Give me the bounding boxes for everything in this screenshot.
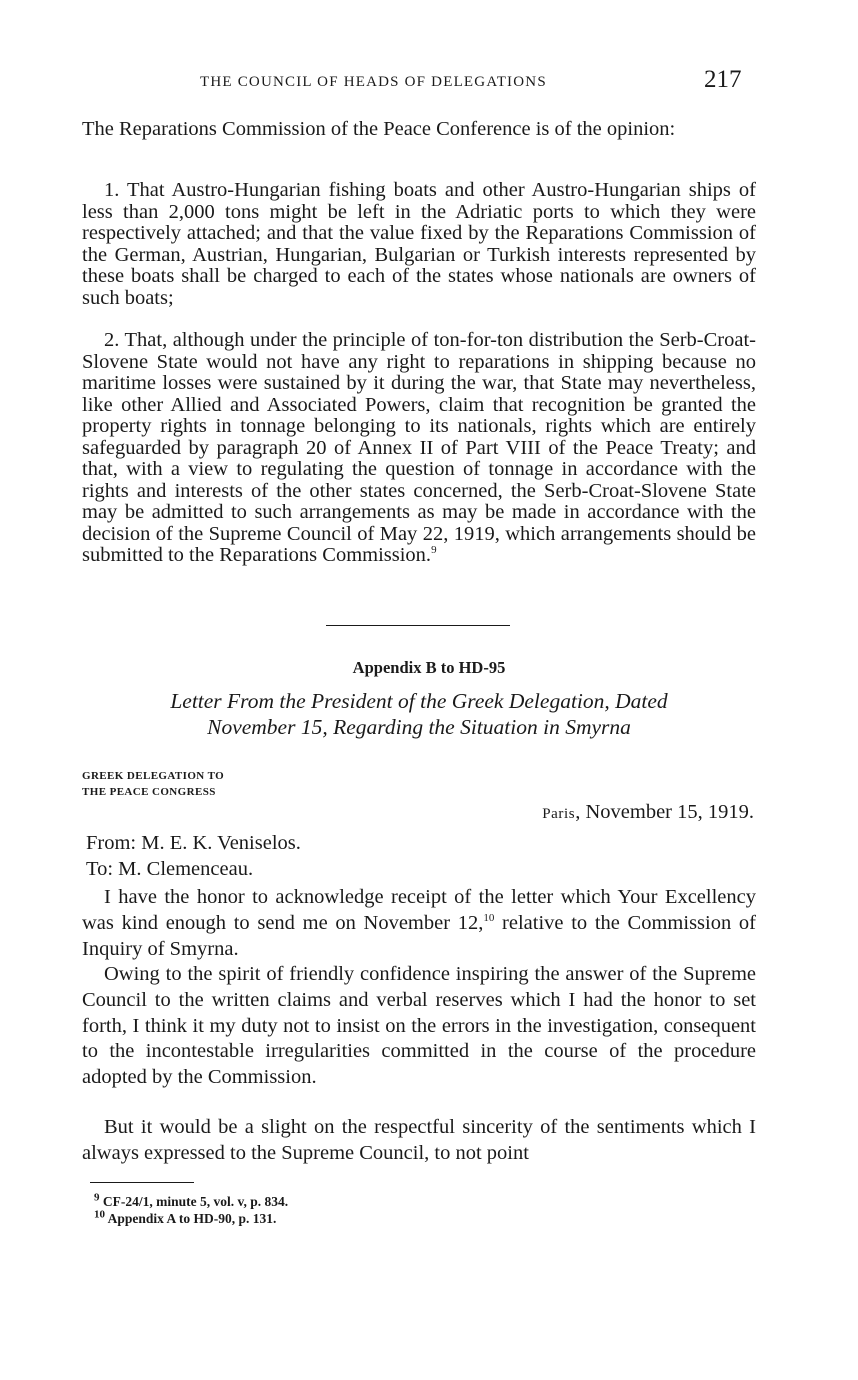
page-number: 217 [704,66,742,93]
letter-title-line-1: Letter From the President of the Greek Delegation, Dated [170,689,668,713]
letter-paragraph-1-after: relative to the Commission of Inquiry of Smyrna. [82,911,756,960]
point-2-paragraph [82,330,756,567]
running-head: THE COUNCIL OF HEADS OF DELEGATIONS [200,74,547,90]
sender-line-2: THE PEACE CONGRESS [82,786,216,798]
to-line: To: M. Clemenceau. [86,858,254,880]
dateline [542,801,754,824]
footnote-ref-10: 10 [483,911,495,924]
from-line: From: M. E. K. Veniselos. [86,832,301,854]
footnote-ref-9: 9 [431,544,437,557]
footnote-10 [94,1210,288,1227]
point-1-paragraph: 1. That Austro-Hungarian fishing boats and other Austro-Hungarian ships of less than 2,000 tons might be left in the Adriatic ports to which they were respectively attached; and that the value fixed by the Reparations Commission of the German, Austrian, Hungarian, Bulgarian or Turkish interests represented by these boats shall be charged to each of the states whose nationals are owners of such boats; [82,179,756,309]
letter-paragraph-3: But it would be a slight on the respectful sincerity of the sentiments which I always expressed to the Supreme Council, to not point [82,1116,756,1164]
footnote-9 [94,1193,288,1210]
section-divider [326,625,510,626]
point-2-text: 2. That, although under the principle of ton-for-ton distribution the Serb-Croat-Slovene State would not have any right to reparations in shipping because no maritime losses were sustained by it during the war, that State may nevertheless, like other Allied and Associated Powers, claim that recognition be granted the property rights in tonnage belonging to its nationals, rights which are entirely safeguarded by paragraph 20 of Annex II of Part VIII of the Peace Treaty; and that, with a view to regulating the question of tonnage in accordance with the rights and interests of the other states concerned, the Serb-Croat-Slovene State may be admitted to such arrangements as may be made in accordance with the decision of the Supreme Council of May 22, 1919, which arrangements should be submitted to the Reparations Commission. [82,329,756,566]
footnote-text-9: CF-24/1, minute 5, vol. v, p. 834. [102,1194,289,1209]
footnote-text-10: Appendix A to HD-90, p. 131. [107,1211,277,1226]
letter-title-line-2: November 15, Regarding the Situation in Smyrna [207,715,631,739]
appendix-title: Appendix B to HD-95 [352,658,506,677]
dateline-place: Paris [542,806,576,822]
sender-block [82,768,224,800]
sender-line-1: GREEK DELEGATION TO [82,770,225,782]
dateline-date: , November 15, 1919. [575,801,754,823]
letter-paragraph-2: Owing to the spirit of friendly confidence inspiring the answer of the Supreme Council to the written claims and verbal reserves which I had the honor to set forth, I think it my duty not to insist on the errors in the investigation, consequent to the incontestable irregularities committed in the course of the procedure adopted by the Commission. [82,963,756,1089]
footnote-mark-10: 10 [94,1208,105,1221]
footnote-divider [90,1182,194,1183]
intro-paragraph: The Reparations Commission of the Peace Conference is of the opinion: [82,118,676,140]
footnote-mark-9: 9 [94,1191,100,1204]
letter-paragraph-1 [82,885,756,962]
letter-paragraph-1-before: I have the honor to acknowledge receipt of the letter which Your Excellency was kind enough to send me on November 12, [82,886,756,934]
letter-title [82,688,756,740]
footnotes [94,1193,288,1227]
